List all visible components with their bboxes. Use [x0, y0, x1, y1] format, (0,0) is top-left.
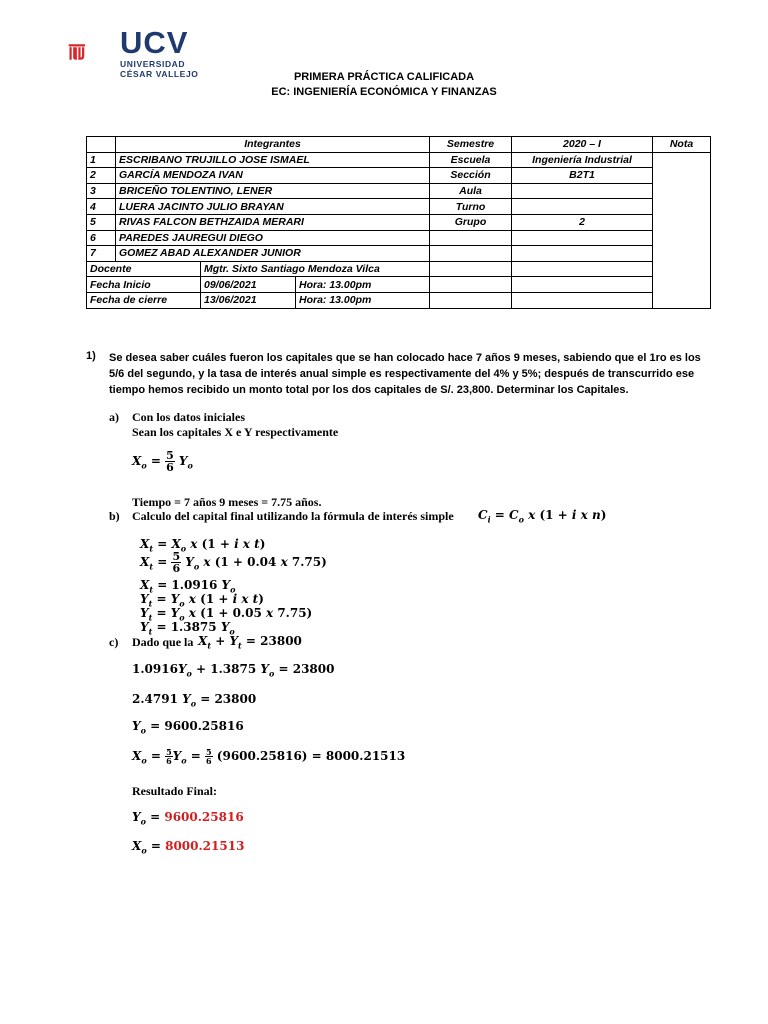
member-number: 6: [87, 230, 116, 246]
equation-c-3: $Y_o = 9600.25816$: [132, 719, 244, 736]
empty-cell: [512, 230, 653, 246]
result-label: Resultado Final:: [132, 784, 218, 798]
empty-cell: [512, 261, 653, 277]
field-value: Ingeniería Industrial: [512, 152, 653, 168]
field-label: Escuela: [430, 152, 512, 168]
page-title: PRIMERA PRÁCTICA CALIFICADA: [293, 71, 475, 83]
member-name: GARCÍA MENDOZA IVAN: [116, 168, 430, 184]
member-name: GOMEZ ABAD ALEXANDER JUNIOR: [116, 246, 430, 262]
docente-value: Mgtr. Sixto Santiago Mendoza Vilca: [201, 261, 430, 277]
cierre-hora: Hora: 13.00pm: [296, 292, 430, 308]
table-header-row: [87, 137, 711, 153]
problem-number: 1): [86, 350, 96, 362]
equation-c-4: $X_o$ = $\frac{5}{6}$ $Y_o$ = $\frac{5}{6}$ (9600.25816) = 8000.21513: [132, 747, 406, 766]
equation-yt-2: $Y_t = Y_o$ x (1 + 0.05 x 7.75): [140, 606, 313, 623]
problem-text: Se desea saber cuáles fueron los capitales que se han colocado hace 7 años 9 meses, sabiendo que el 1ro es los 5/6 del segundo, y la tasa de interés anual simple es respectivamente del 4% y 5%; después de transcurrido ese tiempo hemos recibido un monto total por los dos capitales de S/. 23,800. Determinar los Capitales.: [109, 352, 701, 396]
logo-line2: CÉSAR VALLEJO: [120, 69, 199, 79]
section-c-label: c): [109, 635, 119, 649]
inicio-hora: Hora: 13.00pm: [296, 277, 430, 293]
table-row: [87, 246, 711, 262]
empty-cell: [430, 292, 512, 308]
section-b-label: b): [109, 509, 120, 523]
member-number: 1: [87, 152, 116, 168]
empty-cell: [430, 261, 512, 277]
member-name: ESCRIBANO TRUJILLO JOSE ISMAEL: [116, 152, 430, 168]
field-label: Grupo: [430, 214, 512, 230]
equation-xt-2: $X_t$ = $\frac{5}{6}$ $Y_o$ x (1 + 0.04 x 7.75): [140, 550, 327, 575]
equation-xt-3: $X_t = 1.0916$ $Y_o$: [140, 578, 236, 595]
nota-cell: [653, 152, 711, 308]
section-a-sub: Sean los capitales X e Y respectivamente: [132, 425, 339, 439]
member-number: 3: [87, 183, 116, 199]
col-semestre: Semestre: [430, 137, 512, 153]
member-name: RIVAS FALCON BETHZAIDA MERARI: [116, 214, 430, 230]
field-value: 2: [512, 214, 653, 230]
formula-simple-interest: $C_i = C_o$ x (1 + i x n): [478, 508, 607, 525]
info-table: [86, 136, 711, 309]
member-number: 5: [87, 214, 116, 230]
member-number: 7: [87, 246, 116, 262]
section-c-title: Dado que la: [132, 635, 194, 649]
member-number: 2: [87, 168, 116, 184]
equation-yt-1: $Y_t = Y_o$ x (1 + i x t): [140, 592, 264, 609]
tiempo-text: Tiempo = 7 años 9 meses = 7.75 años.: [132, 495, 322, 509]
empty-cell: [430, 246, 512, 262]
cierre-date: 13/06/2021: [201, 292, 296, 308]
logo-name: UCV: [120, 25, 189, 60]
section-b-title: Calculo del capital final utilizando la fórmula de interés simple: [132, 509, 454, 523]
result-yo: $Y_o = 9600.25816$: [132, 810, 244, 827]
table-row: [87, 168, 711, 184]
field-value: [512, 199, 653, 215]
table-row: [87, 292, 711, 308]
table-row: [87, 214, 711, 230]
semestre-value: 2020 – I: [512, 137, 653, 153]
equation-c-1: $1.0916Y_o + 1.3875$ $Y_o = 23800$: [132, 662, 335, 679]
result-yo-value: 9600.25816: [164, 810, 244, 824]
empty-cell: [430, 230, 512, 246]
empty-cell: [512, 292, 653, 308]
field-label: Turno: [430, 199, 512, 215]
field-value: [512, 183, 653, 199]
table-row: [87, 152, 711, 168]
logo-line1: UNIVERSIDAD: [120, 59, 186, 69]
empty-cell: [430, 277, 512, 293]
cierre-label: Fecha de cierre: [87, 292, 201, 308]
table-row: [87, 183, 711, 199]
result-xo-value: 8000.21513: [165, 839, 245, 853]
docente-label: Docente: [87, 261, 201, 277]
equation-xt-1: $X_t = X_o$ x (1 + i x t): [140, 537, 266, 554]
member-name: LUERA JACINTO JULIO BRAYAN: [116, 199, 430, 215]
member-number: 4: [87, 199, 116, 215]
result-xo: $X_o = 8000.21513$: [132, 839, 245, 856]
empty-cell: [512, 277, 653, 293]
table-row: [87, 199, 711, 215]
course-title: EC: INGENIERÍA ECONÓMICA Y FINANZAS: [271, 86, 497, 98]
equation-c-2: 2.4791 $Y_o = 23800$: [132, 692, 257, 709]
table-row: [87, 277, 711, 293]
member-name: PAREDES JAUREGUI DIEGO: [116, 230, 430, 246]
col-integrantes: Integrantes: [116, 137, 430, 153]
field-value: B2T1: [512, 168, 653, 184]
empty-cell: [512, 246, 653, 262]
equation-sum: $X_t + Y_t = 23800$: [198, 634, 302, 651]
section-a-label: a): [109, 410, 119, 424]
member-name: BRICEÑO TOLENTINO, LENER: [116, 183, 430, 199]
section-a-title: Con los datos iniciales: [132, 410, 246, 424]
table-row: [87, 230, 711, 246]
inicio-label: Fecha Inicio: [87, 277, 201, 293]
field-label: Sección: [430, 168, 512, 184]
inicio-date: 09/06/2021: [201, 277, 296, 293]
ucv-logo-icon: [68, 28, 116, 76]
field-label: Aula: [430, 183, 512, 199]
col-nota: Nota: [653, 137, 711, 153]
table-row: [87, 261, 711, 277]
equation-yt-3: $Y_t = 1.3875$ $Y_o$: [140, 620, 235, 637]
equation-xo: $X_o$ = $\frac{5}{6}$ $Y_o$: [132, 449, 193, 474]
